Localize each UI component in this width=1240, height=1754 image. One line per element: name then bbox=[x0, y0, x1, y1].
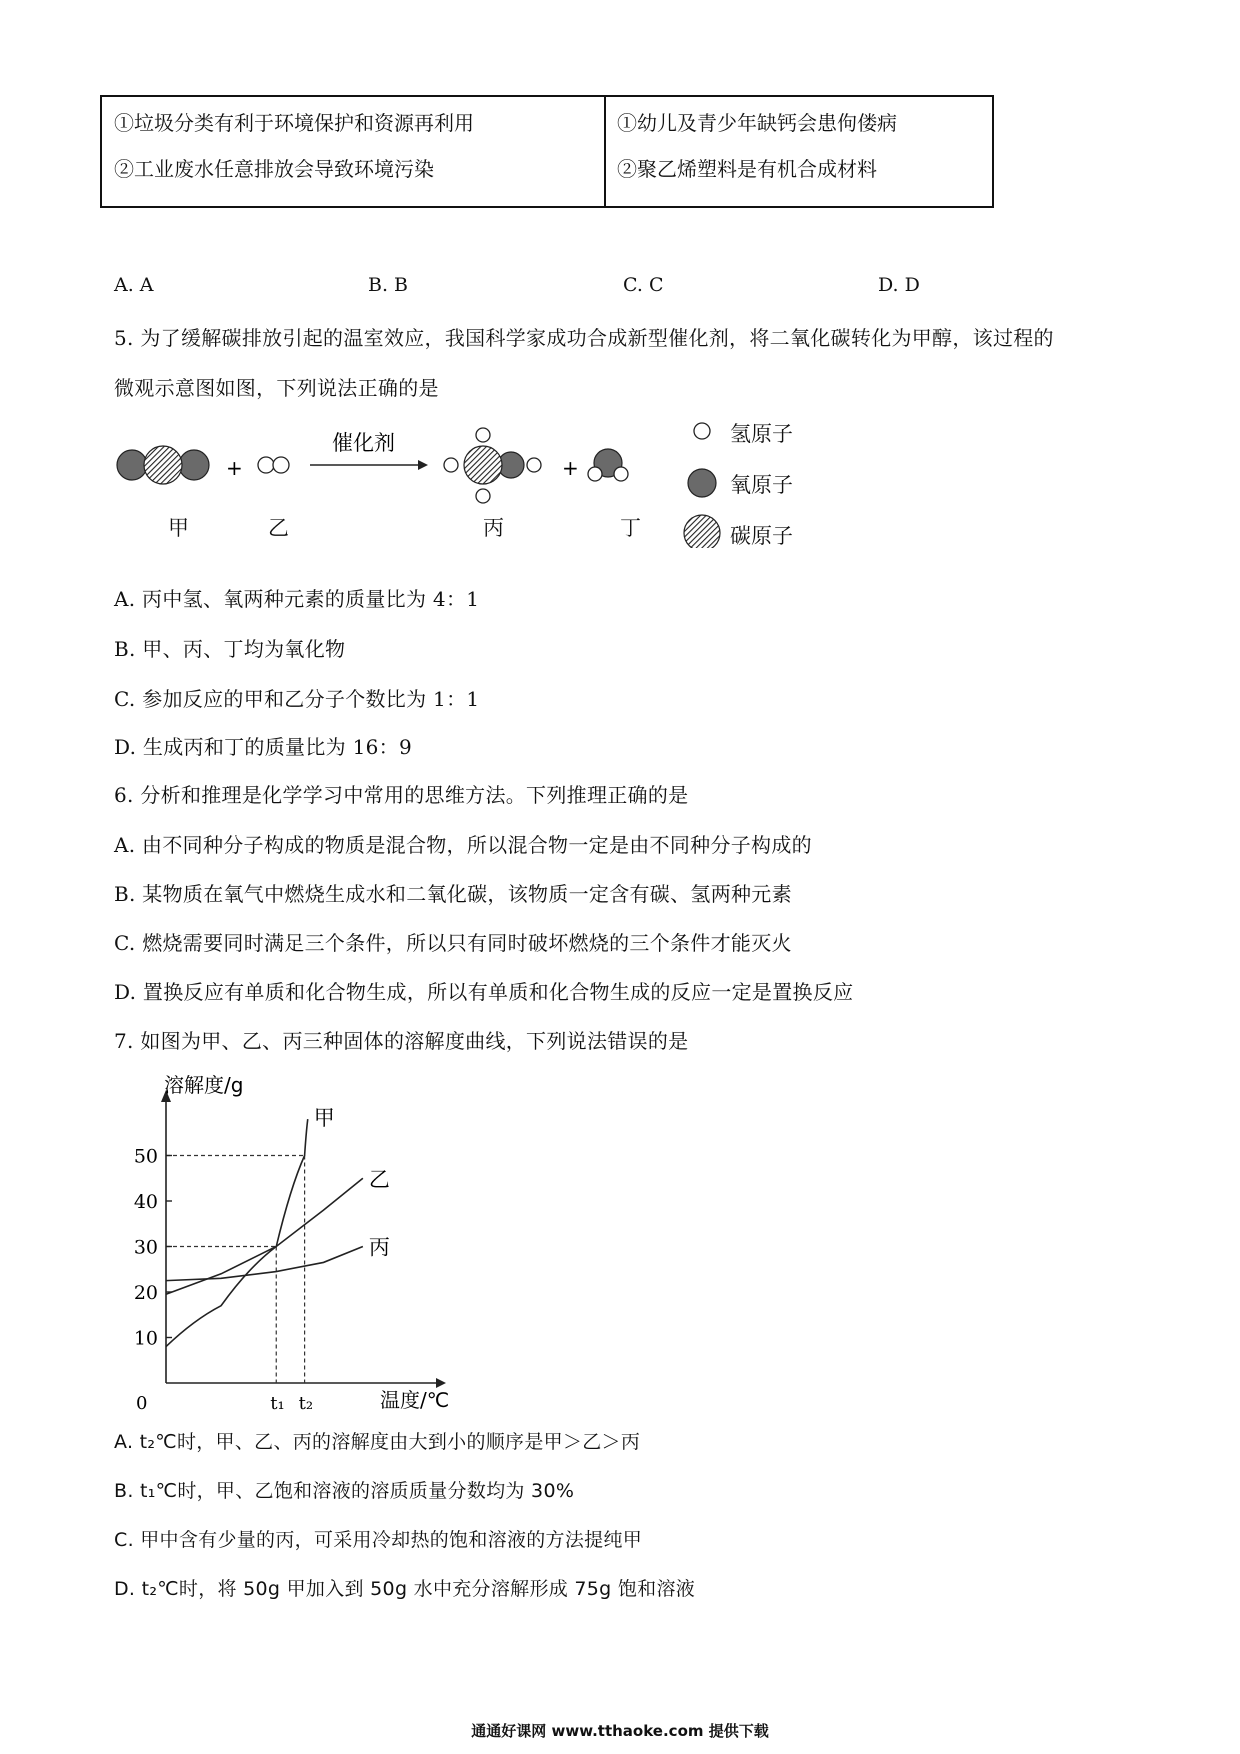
legend-hydrogen-label: 氢原子 bbox=[730, 422, 793, 446]
molecule-yi bbox=[258, 457, 289, 473]
legend-carbon-icon bbox=[684, 515, 720, 548]
reaction-diagram bbox=[100, 408, 820, 548]
chart-guides bbox=[166, 1156, 305, 1384]
chart-axes bbox=[161, 1090, 446, 1388]
y-tick-label: 30 bbox=[133, 1236, 158, 1259]
chart-series bbox=[166, 1119, 363, 1347]
label-jia: 甲 bbox=[168, 516, 189, 540]
q7-option-a: A. t₂℃时，甲、乙、丙的溶解度由大到小的顺序是甲＞乙＞丙 bbox=[114, 1431, 641, 1453]
plus-sign-1: + bbox=[226, 456, 243, 480]
table-left-line-2: ②工业废水任意排放会导致环境污染 bbox=[114, 157, 434, 181]
q7-option-d: D. t₂℃时，将 50g 甲加入到 50g 水中充分溶解形成 75g 饱和溶液 bbox=[114, 1578, 696, 1600]
x-tick-label: t₂ bbox=[298, 1393, 314, 1412]
chart-series-labels bbox=[314, 1106, 390, 1259]
catalyst-label: 催化剂 bbox=[332, 431, 395, 455]
q7-option-c: C. 甲中含有少量的丙，可采用冷却热的饱和溶液的方法提纯甲 bbox=[114, 1529, 643, 1551]
q5-stem-line-2: 微观示意图如图，下列说法正确的是 bbox=[114, 376, 439, 400]
y-axis-label: 溶解度/g bbox=[164, 1073, 244, 1097]
y-tick-label: 10 bbox=[133, 1327, 158, 1350]
q4-option-d: D. D bbox=[878, 274, 920, 296]
solubility-chart bbox=[108, 1072, 468, 1412]
q6-option-c: C. 燃烧需要同时满足三个条件，所以只有同时破坏燃烧的三个条件才能灭火 bbox=[114, 931, 792, 955]
legend-oxygen-icon bbox=[688, 469, 716, 497]
table-right-line-1: ①幼儿及青少年缺钙会患佝偻病 bbox=[617, 111, 897, 135]
x-axis-arrow-icon bbox=[436, 1378, 446, 1388]
q7-option-b: B. t₁℃时，甲、乙饱和溶液的溶质质量分数均为 30% bbox=[114, 1480, 575, 1502]
q6-option-d: D. 置换反应有单质和化合物生成，所以有单质和化合物生成的反应一定是置换反应 bbox=[114, 980, 854, 1004]
table-divider bbox=[604, 97, 606, 206]
q5-option-d: D. 生成丙和丁的质量比为 16：9 bbox=[114, 735, 412, 759]
label-bing: 丙 bbox=[483, 516, 504, 540]
molecule-bing bbox=[444, 428, 541, 503]
label-ding: 丁 bbox=[620, 516, 641, 540]
legend-oxygen-label: 氧原子 bbox=[730, 473, 793, 497]
series-label-3: 丙 bbox=[368, 1235, 390, 1260]
x-axis-label: 温度/℃ bbox=[380, 1388, 450, 1412]
legend-hydrogen-icon bbox=[694, 423, 710, 439]
q4-option-b: B. B bbox=[368, 274, 409, 296]
table-left-line-1: ①垃圾分类有利于环境保护和资源再利用 bbox=[114, 111, 474, 135]
plus-sign-2: + bbox=[562, 456, 579, 480]
y-tick-label: 40 bbox=[133, 1191, 158, 1213]
legend-carbon-label: 碳原子 bbox=[730, 524, 793, 548]
q6-option-b: B. 某物质在氧气中燃烧生成水和二氧化碳，该物质一定含有碳、氢两种元素 bbox=[114, 882, 792, 906]
x-tick-label: t₁ bbox=[270, 1393, 285, 1412]
q5-option-c: C. 参加反应的甲和乙分子个数比为 1：1 bbox=[114, 687, 480, 711]
q4-option-c: C. C bbox=[623, 274, 664, 296]
x-tick-label: 0 bbox=[136, 1393, 148, 1412]
reaction-arrow bbox=[310, 460, 428, 470]
q4-table bbox=[100, 95, 994, 208]
q6-stem: 6. 分析和推理是化学学习中常用的思维方法。下列推理正确的是 bbox=[114, 783, 689, 807]
series-curve-1 bbox=[166, 1119, 308, 1347]
q7-stem: 7. 如图为甲、乙、丙三种固体的溶解度曲线，下列说法错误的是 bbox=[114, 1029, 689, 1053]
q5-option-a: A. 丙中氢、氧两种元素的质量比为 4：1 bbox=[114, 587, 480, 611]
q4-option-a: A. A bbox=[114, 274, 154, 296]
q5-stem-line-1: 5. 为了缓解碳排放引起的温室效应，我国科学家成功合成新型催化剂，将二氧化碳转化为甲醇，该过程的 bbox=[114, 326, 1054, 350]
molecule-jia bbox=[117, 446, 209, 484]
y-tick-label: 20 bbox=[133, 1282, 158, 1304]
series-curve-2 bbox=[166, 1178, 363, 1294]
series-label-1: 甲 bbox=[313, 1106, 335, 1131]
series-label-2: 乙 bbox=[368, 1167, 390, 1192]
page-footer: 通通好课网 www.tthaoke.com 提供下载 bbox=[471, 1722, 769, 1740]
chart-x-ticks bbox=[136, 1393, 313, 1412]
molecule-ding bbox=[588, 449, 628, 481]
table-right-line-2: ②聚乙烯塑料是有机合成材料 bbox=[617, 157, 877, 181]
y-tick-label: 50 bbox=[133, 1145, 158, 1168]
q6-option-a: A. 由不同种分子构成的物质是混合物，所以混合物一定是由不同种分子构成的 bbox=[114, 833, 812, 857]
q5-option-b: B. 甲、丙、丁均为氧化物 bbox=[114, 637, 346, 661]
label-yi: 乙 bbox=[268, 516, 289, 540]
